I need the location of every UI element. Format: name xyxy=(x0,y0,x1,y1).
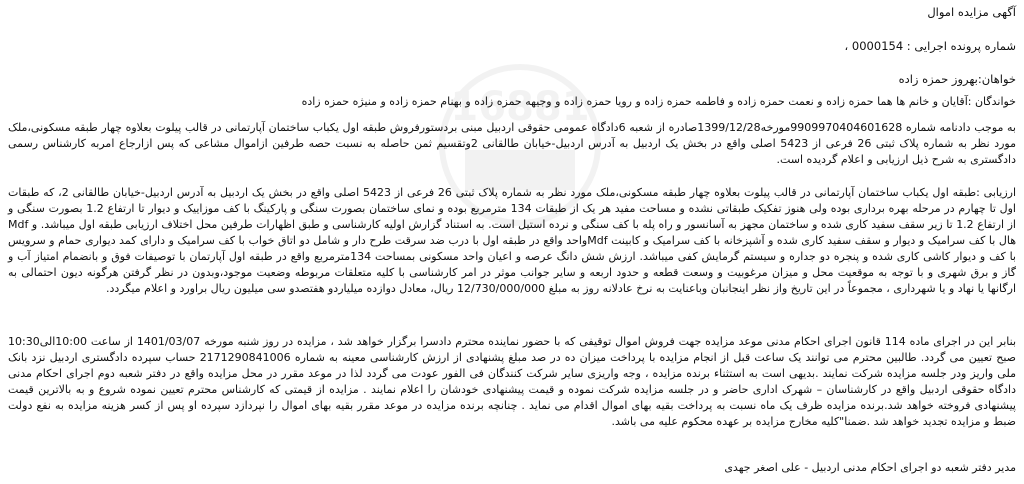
paragraph-ruling: به موجب دادنامه شماره 9909970404601628مورخه1399/12/28صادره از شعبه 6دادگاه عمومی حقوقی اردبیل مبنی بردستورفروش طبقه اول یکباب ساختمان آپارتمانی در قالب پیلوت بعلاوه چهار طبقه مسکونی،ملک مورد نظر به شماره پلاک ثبتی 26 فرعی از 5423 اصلی واقع در بخش یک اردبیل به آدرس اردبیل-خیابان طالقانی 2وتقسیم ثمن حاصله به نسبت حصه طرفین ازاموال مشاعی که پس ازارجاع امربه کارشناس رسمی دادگستری به شرح ذیل ارزیابی و اعلام گردیده است. xyxy=(8,121,1016,166)
signature: مدیر دفتر شعبه دو اجرای احکام مدنی اردبیل - علی اصغر جهدی xyxy=(724,461,1016,474)
notice-title: آگهی مزایده اموال xyxy=(927,5,1016,19)
watermark-text: 16881 xyxy=(450,84,590,130)
paragraph-valuation: ارزیابی :طبقه اول یکباب ساختمان آپارتمانی در قالب پیلوت بعلاوه چهار طبقه مسکونی،ملک مورد نظر به شماره پلاک ثبتی 26 فرعی از 5423 اصلی واقع در بخش یک اردبیل به آدرس اردبیل-خیابان طالقانی 2، که طبقات اول تا چهارم در مرحله بهره برداری بوده ولی هنوز تفکیک طبقاتی نشده و مساحت مفید هر یک از طبقات 134 مترمربع بوده و نمای ساختمان بصورت سنگی و پارکینگ با کف موزاییک و دیوار تا ارتفاع 1.2 بصورت سنگی و از ارتفاع 1.2 تا زیر سقف سفید کاری شده و ساختمان مجهز به آسانسور و راه پله با کف سنگی و نرده استیل است. به استناد گزارش اولیه کارشناسی و طبق اظهارات طرفین محل اختلاف ارزیابی طبقه اول میباشد. و Mdf هال با کف سرامیک و دیوار و سقف سفید کاری شده و آشپزخانه با کف سرامیک و کابینت Mdfواحد واقع در طبقه اول با درب ضد سرقت طرح دار و شامل دو اتاق خواب با کف سرامیک و دارای کمد دیواری حمام و سرویس با کف و دیوار کاشی کاری شده و پنجره دو جداره و سیستم گرمایش کفی میباشد. ارزش شش دانگ عرصه و اعیان واحد مسکونی بمساحت 134مترمربع واقع در طبقه اول آپارتمان با توصیفات فوق و بانضمام امتیاز آب و گاز و برق شهری و با توجه به موقعیت محل و میزان مرغوبیت و وسعت قطعه و حدود اربعه و سایر جوانب موثر در امر کارشناسی با کلیه متعلقات مربوطه وضعیت موجود،وبدون در نظر گرفتن هرگونه دیون احتمالی به ارگانها یا نهاد و یا شهرداری ، مجموعاً در این تاریخ واز نظر اینجانبان وباعنایت به نرخ عادلانه روز به مبلغ 12/730/000/000 ریال، معادل دوازده میلیاردو هفتصدو سی میلیون ریال براورد و اعلام میگردد. xyxy=(8,186,1016,295)
case-number: شماره پرونده اجرایی : 0000154 ، xyxy=(844,39,1016,53)
defendants: خواندگان :آقایان و خانم ها هما حمزه زاده و نعمت حمزه زاده و فاطمه حمزه زاده و رویا حمزه زاده و وجیهه حمزه زاده و بهنام حمزه زاده و منیژه حمزه زاده xyxy=(301,95,1016,108)
plaintiff: خواهان:بهروز حمزه زاده xyxy=(898,72,1016,86)
paragraph-auction-terms: بنابر این در اجرای ماده 114 قانون اجرای احکام مدنی موعد مزایده جهت فروش اموال توقیفی که با حضور نماینده محترم دادسرا برگزار خواهد شد ، مزایده در روز شنبه مورخه 1401/03/07 از ساعت 10:00الی10:30 صبح تعیین می گردد. طالبین محترم می توانند یک ساعت قبل از انجام مزایده با پرداخت میزان ده در صد مبلغ پشنهادی از ارزش کارشناسی معینه به شماره 2171290841006 حساب سپرده دادگستری اردبیل نزد بانک ملی واریز ودر جلسه مزایده شرکت نمایند .بدیهی است به استثناء برنده مزایده ، وجه واریزی سایر شرکت کنندگان فی الفور عودت می گردد لذا در موعد مقرر در محل مزایده واقع در دفتر شعبه دوم اجرای احکام مدنی دادگاه حقوقی اردبیل واقع در کارشناسان – شهرک اداری حاضر و در جلسه مزایده شرکت نموده و قیمت پیشنهادی خودشان را اعلام نمایند . مزایده از قیمتی که کارشناس محترم تعیین نموده شروع و به بالاترین قیمت پیشنهادی فروخته خواهد شد.برنده مزایده ظرف یک ماه نسبت به پرداخت بقیه بهای اموال اقدام می نماید . چنانچه برنده مزایده در موعد مقرر بقیه بهای اموال را نپردازد سپرده او پس از کسر هزینه مزایده به نفع دولت ضبط و مزایده تجدید خواهد شد .ضمنا"کلیه مخارج مزایده بر عهده محکوم علیه می باشد. xyxy=(8,335,1017,428)
